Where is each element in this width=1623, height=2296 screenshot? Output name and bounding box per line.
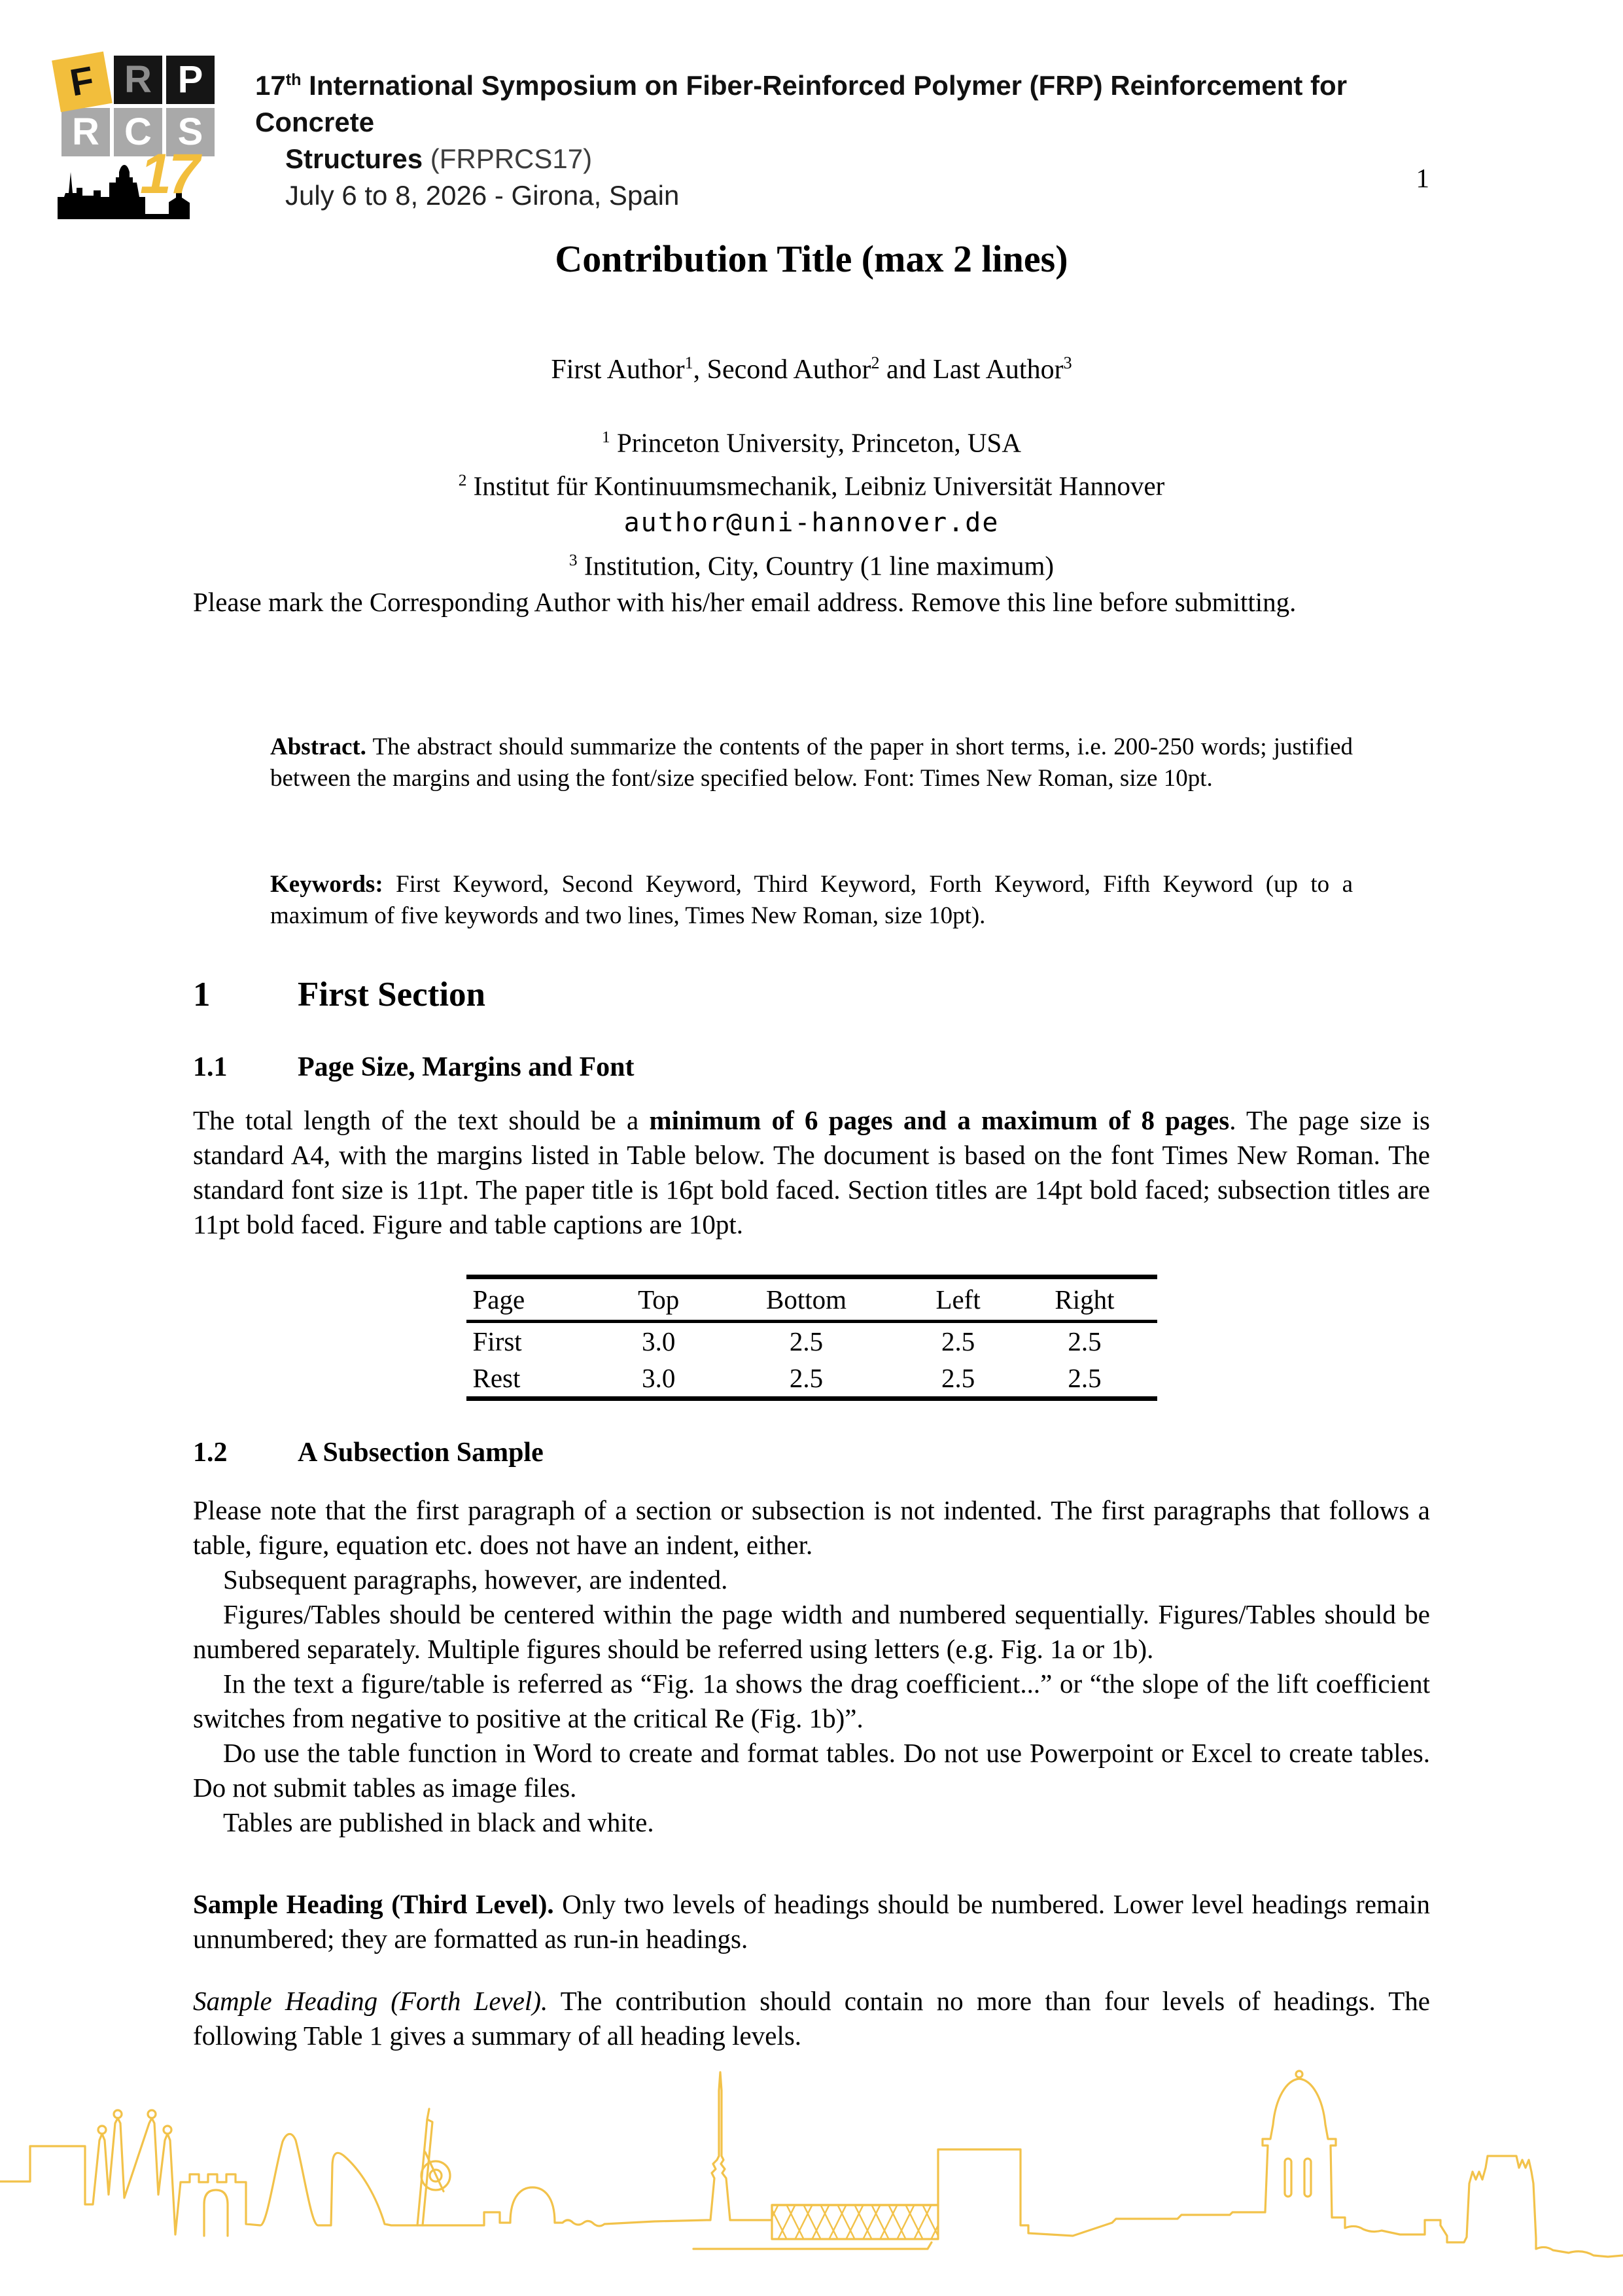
col-header-bottom: Bottom [708,1277,903,1322]
forth-level-heading-paragraph: Sample Heading (Forth Level). The contribution should contain no more than four levels of headings. The following Table 1 gives a summary of all heading levels. [193,1986,1430,2051]
girona-skyline-decoration-icon [0,2060,1623,2296]
page-number: 1 [1416,163,1429,193]
paragraph: Tables are published in black and white. [223,1807,654,1837]
author-3: and Last Author [879,355,1064,385]
third-level-heading: Sample Heading (Third Level). [193,1889,554,1919]
conference-title-line2: Structures (FRPRCS17) [285,143,593,174]
table-row: Rest 3.0 2.5 2.5 2.5 [472,1363,1102,1393]
margins-table-wrapper [193,1275,1430,1401]
col-header-top: Top [608,1277,708,1322]
keywords-paragraph: Keywords: First Keyword, Second Keyword, Third Keyword, Forth Keyword, Fifth Keyword (up to a maximum of five keywords and two lines, Times New Roman, size 10pt). [270,871,1353,929]
abstract-paragraph: Abstract. The abstract should summarize the contents of the paper in short terms, i.e. 200-250 words; justified between the margins and using the font/size specified below. Font: Times New Roman, size 10pt. [270,733,1353,792]
subsection-1-1-heading: 1.1 Page Size, Margins and Font [193,1052,635,1082]
conference-date-location: July 6 to 8, 2026 - Girona, Spain [285,180,680,211]
logo-number-17: 17 [140,143,198,205]
table-header-row [466,1277,1157,1322]
keywords-label: Keywords: [270,871,383,898]
paragraph: Do use the table function in Word to create and format tables. Do not use Powerpoint or Excel to create tables. Do not submit tables as image files. [193,1738,1430,1803]
corresponding-email: author@uni-hannover.de [623,508,1000,539]
paragraph: Subsequent paragraphs, however, are indented. [223,1564,728,1595]
col-header-page: Page [466,1277,609,1322]
authors-line: First Author$^1$, Second Author$^2$ and Last Author$^3$ [551,353,1072,385]
logo-tile-f: F [52,52,113,113]
paper-title: Contribution Title (max 2 lines) [555,238,1068,280]
subsection-1-1-number: 1.1 [193,1052,228,1082]
logo-tile-s: S [166,108,215,156]
author-1: First Author [551,355,685,385]
affiliation-3: $^3$ Institution, City, Country (1 line maximum) [568,550,1055,581]
logo-tile-c: C [114,108,162,156]
table-row: First 3.0 2.5 2.5 2.5 [472,1326,1102,1356]
third-level-heading-paragraph: Sample Heading (Third Level). Only two levels of headings should be numbered. Lower level headings remain unnumbered; they are formatted as run-in headings. [193,1889,1430,1954]
conference-title-line1: 17th International Symposium on Fiber-Reinforced Polymer (FRP) Reinforcement for Concrete [255,70,1348,137]
logo-tile-p: P [166,56,215,104]
author-2: , Second Author [693,355,871,385]
section-1-number: 1 [193,976,211,1014]
section-1-2-paragraphs [193,1493,1430,1840]
col-header-left: Left [904,1277,1013,1322]
paragraph: Please note that the first paragraph of a section or subsection is not indented. The first paragraphs that follows a table, figure, equation etc. does not have an indent, either. [193,1495,1430,1560]
affiliations-block [193,419,1430,585]
affiliation-1: $^1$ Princeton University, Princeton, USA [602,427,1021,458]
abstract-label: Abstract. [270,733,366,760]
paragraph: In the text a figure/table is referred as “Fig. 1a shows the drag coefficient...” or “the slope of the lift coefficient switches from negative to positive at the critical Re (Fig. 1b)”. [193,1669,1430,1733]
margins-table [466,1275,1157,1401]
col-header-right: Right [1012,1277,1157,1322]
subsection-1-2-number: 1.2 [193,1438,228,1468]
frprcs17-logo [58,56,222,219]
subsection-1-2-heading: 1.2 A Subsection Sample [193,1438,544,1468]
logo-tile-r2: R [61,108,110,156]
paragraph: Figures/Tables should be centered within the page width and numbered sequentially. Figures/Tables should be numbered separately. Multiple figures should be referred using letters (e.g. Fig. 1a or 1b). [193,1599,1430,1664]
section-1-heading: 1 First Section [193,976,486,1014]
forth-level-heading: Sample Heading (Forth Level). [193,1986,548,2016]
affiliation-2: $^2$ Institut für Kontinuumsmechanik, Leibniz Universität Hannover [458,470,1165,501]
section-1-1-paragraph: The total length of the text should be a minimum of 6 pages and a maximum of 8 pages. The page size is standard A4, with the margins listed in Table below. The document is based on the font Times New Roman. The standard font size is 11pt. The paper title is 16pt bold faced. Section titles are 14pt bold faced; subsection titles are 11pt bold faced. Figure and table captions are 10pt. [193,1105,1431,1239]
conference-header [255,62,1380,214]
corresponding-author-note: Please mark the Corresponding Author with his/her email address. Remove this line before submitting. [193,587,1297,617]
logo-tile-r: R [114,56,162,104]
logo-letter-tiles [61,56,215,156]
ordinal-sup: th [285,71,302,89]
